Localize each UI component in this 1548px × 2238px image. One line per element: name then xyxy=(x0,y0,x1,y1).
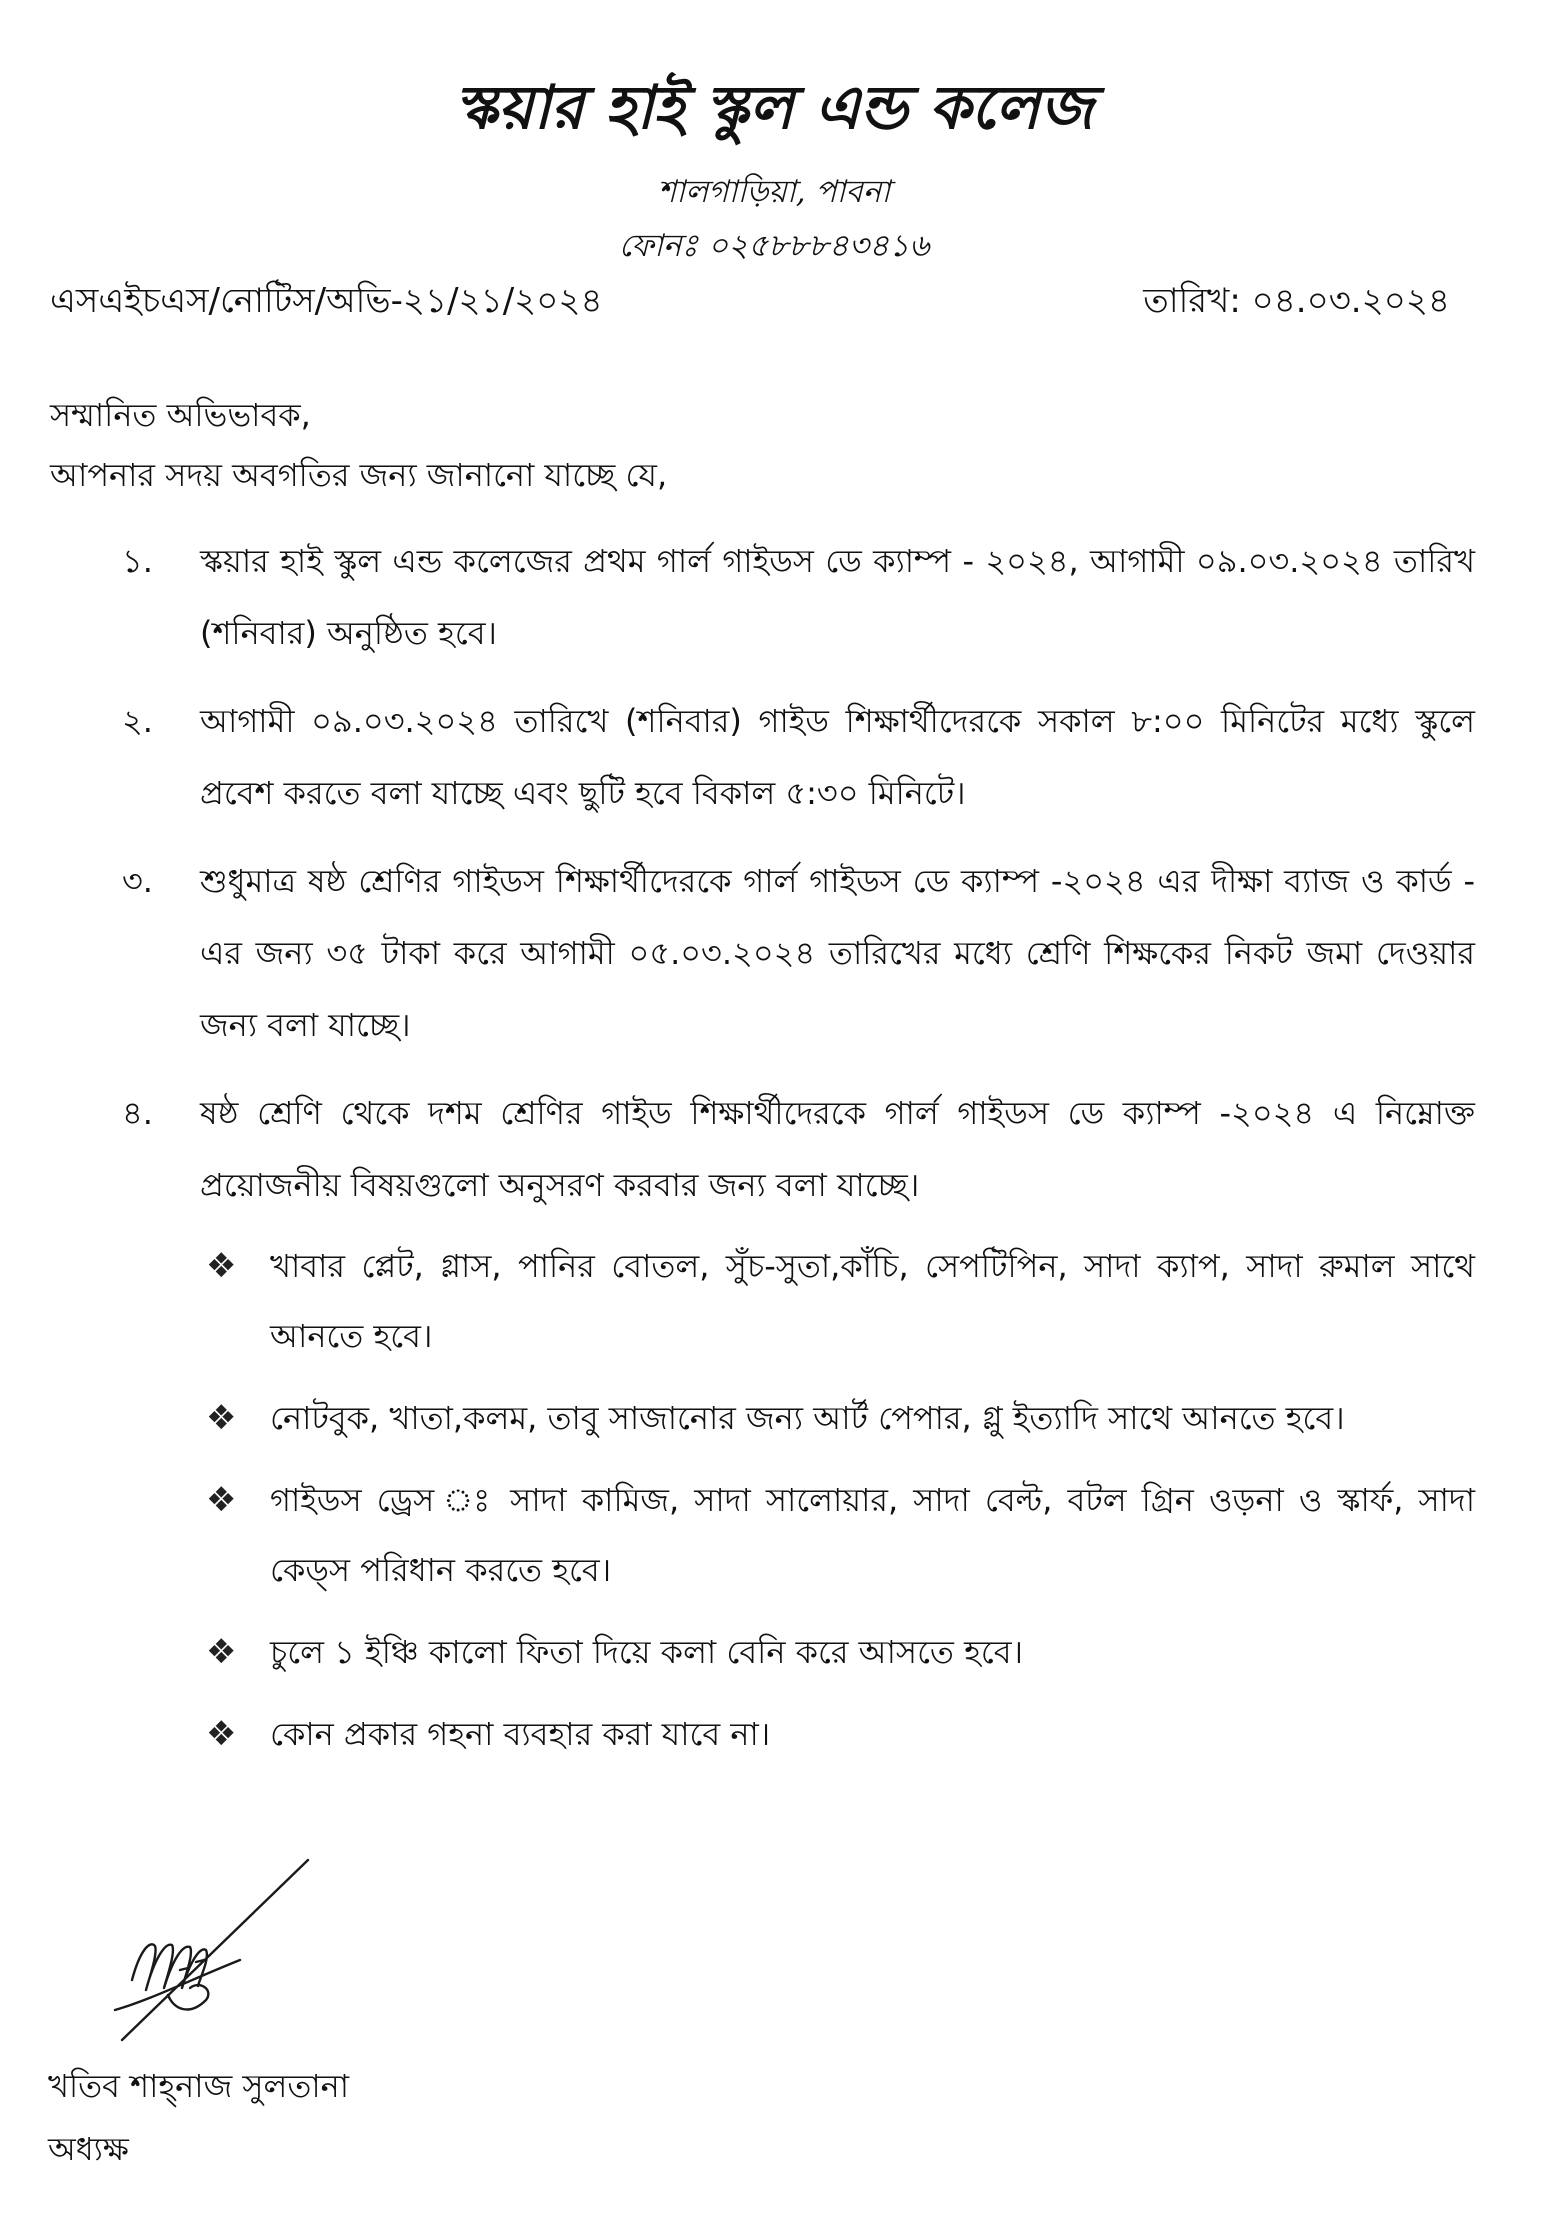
signatory-title: অধ্যক্ষ xyxy=(48,2130,129,2168)
notice-item xyxy=(110,1077,1475,1769)
notice-list xyxy=(110,525,1475,1785)
item-text: ষষ্ঠ শ্রেণি থেকে দশম শ্রেণির গাইড শিক্ষার্থীদেরকে গার্ল গাইডস ডে ক্যাম্প -২০২৪ এ নিম্নোক্ত প্রয়োজনীয় বিষয়গুলো অনুসরণ করবার জন্য বলা যাচ্ছে। xyxy=(200,1094,1475,1204)
notice-item xyxy=(110,845,1475,1061)
item-text: স্কয়ার হাই স্কুল এন্ড কলেজের প্রথম গার্ল গাইডস ডে ক্যাম্প - ২০২৪, আগামী ০৯.০৩.২০২৪ তারিখ (শনিবার) অনুষ্ঠিত হবে। xyxy=(200,542,1475,652)
item-number: ২. xyxy=(122,702,153,740)
salutation: সম্মানিত অভিভাবক, xyxy=(50,396,311,434)
item-number: ১. xyxy=(122,542,153,580)
diamond-dots-icon: ❖ xyxy=(206,1480,237,1520)
intro-text: আপনার সদয় অবগতির জন্য জানানো যাচ্ছে যে, xyxy=(50,456,668,494)
school-address: শালগাড়িয়া, পাবনা xyxy=(657,174,891,210)
signatory-name: খতিব শাহ্‌নাজ সুলতানা xyxy=(48,2067,350,2105)
requirement-item xyxy=(200,1231,1475,1371)
diamond-dots-icon: ❖ xyxy=(206,1632,237,1672)
item-number: ৩. xyxy=(122,862,153,900)
school-phone: ফোনঃ ০২৫৮৮৮৪৩৪১৬ xyxy=(618,228,930,264)
item-text: আগামী ০৯.০৩.২০২৪ তারিখে (শনিবার) গাইড শিক্ষার্থীদেরকে সকাল ৮:০০ মিনিটের মধ্যে স্কুলে প্রবেশ করতে বলা যাচ্ছে এবং ছুটি হবে বিকাল ৫:৩০ মিনিটে। xyxy=(200,702,1475,812)
school-name: স্কয়ার হাই স্কুল এন্ড কলেজ xyxy=(454,73,1094,143)
diamond-dots-icon: ❖ xyxy=(206,1714,237,1754)
requirement-text: গাইডস ড্রেস ঃ সাদা কামিজ, সাদা সালোয়ার, সাদা বেল্ট, বটল গ্রিন ওড়না ও স্কার্ফ, সাদা কেড্স পরিধান করতে হবে। xyxy=(270,1481,1475,1589)
requirement-text: খাবার প্লেট, গ্লাস, পানির বোতল, সুঁচ-সুতা,কাঁচি, সেপটিপিন, সাদা ক্যাপ, সাদা রুমাল সাথে আনতে হবে। xyxy=(270,1247,1475,1355)
notice-item xyxy=(110,525,1475,669)
requirement-item xyxy=(200,1699,1475,1769)
requirement-item xyxy=(200,1465,1475,1605)
diamond-dots-icon: ❖ xyxy=(206,1398,237,1438)
notice-item xyxy=(110,685,1475,829)
requirements-list xyxy=(200,1231,1475,1769)
requirement-text: কোন প্রকার গহনা ব্যবহার করা যাবে না। xyxy=(270,1715,771,1753)
requirement-text: চুলে ১ ইঞ্চি কালো ফিতা দিয়ে কলা বেনি করে আসতে হবে। xyxy=(270,1633,1024,1671)
diamond-dots-icon: ❖ xyxy=(206,1246,237,1286)
requirement-item xyxy=(200,1383,1475,1453)
item-number: ৪. xyxy=(122,1094,153,1132)
requirement-item xyxy=(200,1617,1475,1687)
requirement-text: নোটবুক, খাতা,কলম, তাবু সাজানোর জন্য আর্ট পেপার, গ্লু ইত্যাদি সাথে আনতে হবে। xyxy=(270,1399,1345,1437)
memo-number: এসএইচএস/নোটিস/অভি-২১/২১/২০২৪ xyxy=(50,281,603,321)
notice-date: তারিখ: ০৪.০৩.২০২৪ xyxy=(1143,281,1450,321)
item-text: শুধুমাত্র ষষ্ঠ শ্রেণির গাইডস শিক্ষার্থীদেরকে গার্ল গাইডস ডে ক্যাম্প -২০২৪ এর দীক্ষা ব্যাজ ও কার্ড - এর জন্য ৩৫ টাকা করে আগামী ০৫.০৩.২০২৪ তারিখের মধ্যে শ্রেণি শিক্ষকের নিকট জমা দেওয়ার জন্য বলা যাচ্ছে। xyxy=(200,862,1475,1044)
handwritten-signature xyxy=(110,1850,330,2050)
